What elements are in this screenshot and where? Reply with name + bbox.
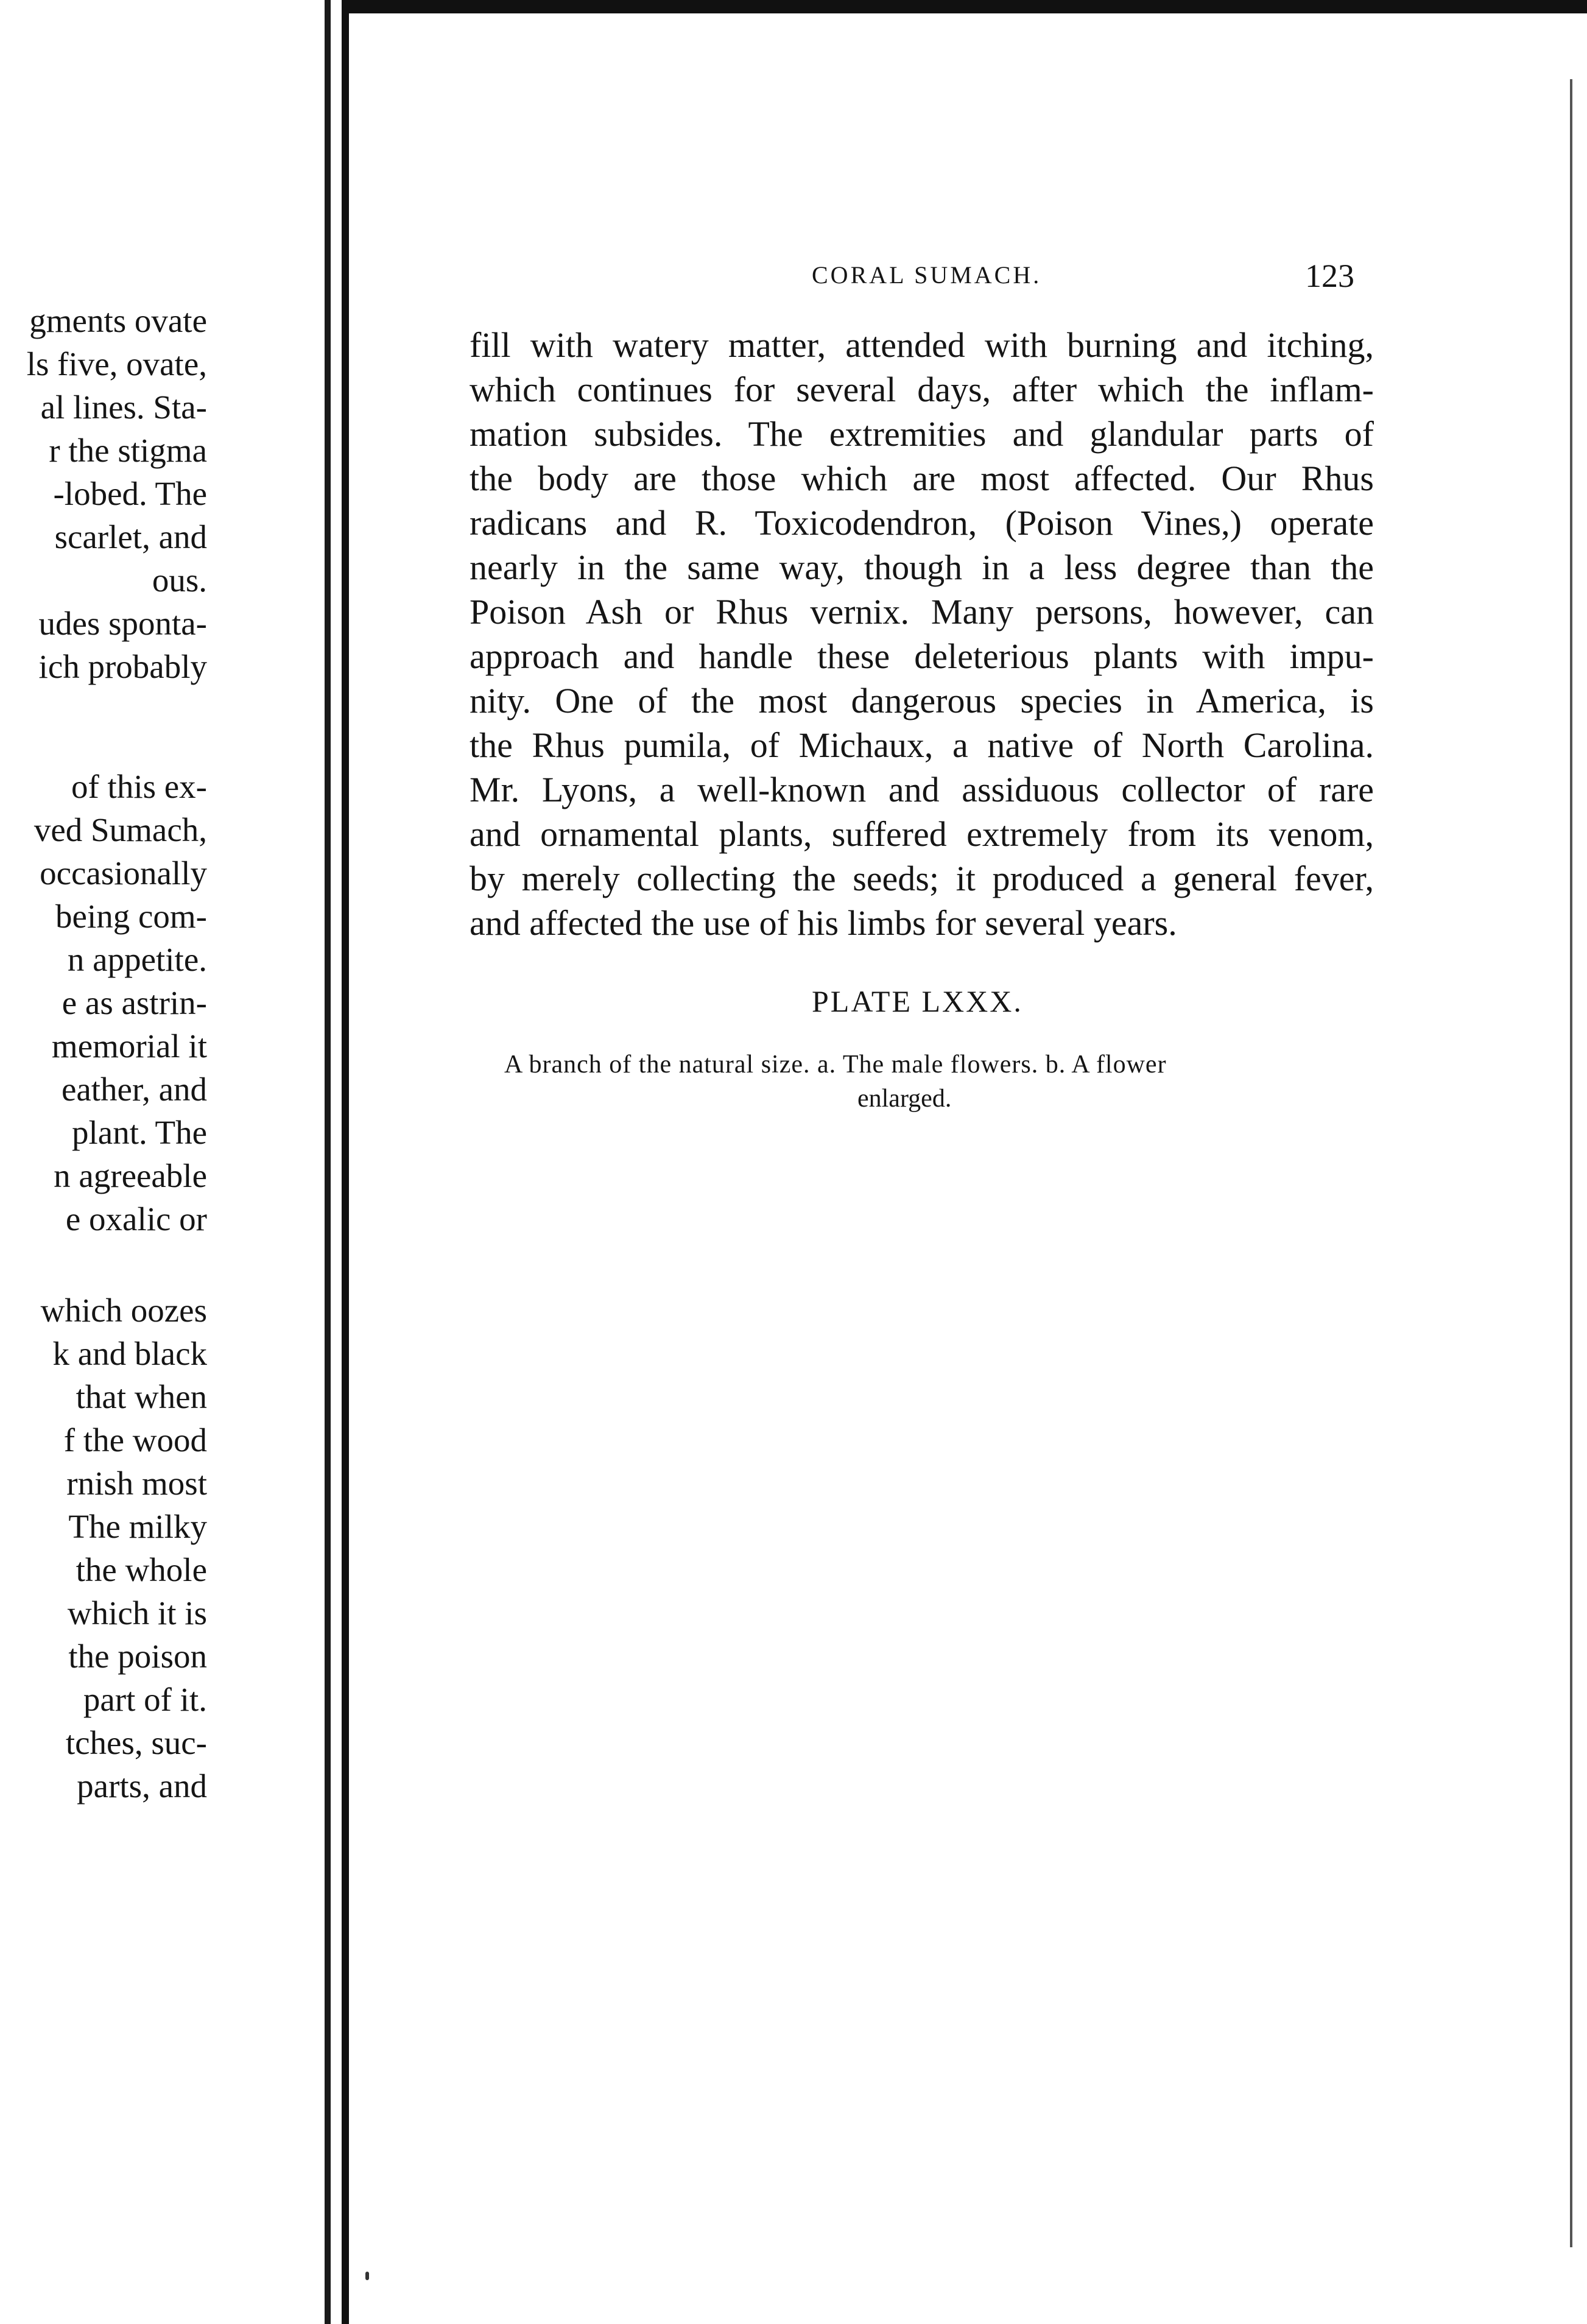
left-page-fragment — [0, 0, 329, 2324]
left-page-line: ved Sumach, — [33, 811, 207, 848]
left-page-line: gments ovate — [29, 302, 207, 339]
left-page-line: of this ex- — [71, 768, 207, 805]
left-page-line: scarlet, and — [54, 518, 207, 555]
body-line: and affected the use of his limbs for several years. — [470, 903, 1177, 943]
left-page-line: e as astrin- — [62, 984, 207, 1021]
gutter-shadow-left — [325, 0, 331, 2324]
left-page-line: that when — [76, 1378, 207, 1415]
left-page-line: parts, and — [77, 1767, 207, 1805]
body-line: mation subsides. The extremities and glandular parts of — [470, 414, 1374, 454]
left-page-line: -lobed. The — [53, 475, 207, 512]
left-page-line: the poison — [68, 1638, 207, 1675]
running-head: CORAL SUMACH. — [812, 261, 1042, 289]
left-page-line: part of it. — [83, 1681, 207, 1718]
body-line: Mr. Lyons, a well-known and assiduous collector of rare — [470, 770, 1374, 809]
body-text — [470, 323, 1374, 945]
plate-caption — [504, 1048, 1326, 1116]
left-page-line: ous. — [152, 562, 207, 599]
body-line: the body are those which are most affected. Our Rhus — [470, 459, 1374, 498]
left-page-line: occasionally — [40, 854, 207, 892]
body-line: Poison Ash or Rhus vernix. Many persons, however, can — [470, 592, 1374, 632]
left-page-line: the whole — [76, 1551, 207, 1588]
caption-line: A branch of the natural size. a. The male flowers. b. A flower — [504, 1051, 1167, 1079]
body-line: fill with watery matter, attended with burning and itching, — [470, 325, 1374, 365]
plate-title: PLATE LXXX. — [812, 984, 1023, 1018]
body-line: and ornamental plants, suffered extremely from its venom, — [470, 814, 1374, 854]
caption-line: enlarged. — [857, 1085, 952, 1113]
left-page-line: n appetite. — [67, 941, 207, 978]
left-page-line: eather, and — [61, 1071, 207, 1108]
left-page-line: plant. The — [72, 1114, 207, 1151]
left-page-line: tches, suc- — [65, 1724, 207, 1761]
top-edge-shadow — [349, 0, 1587, 13]
left-page-line: The milky — [68, 1508, 207, 1545]
left-page-line: k and black — [52, 1335, 207, 1372]
gutter-gap — [331, 0, 342, 2324]
left-page-line: udes sponta- — [38, 605, 207, 642]
body-line: which continues for several days, after which the inflam- — [470, 370, 1374, 409]
left-page-line: rnish most — [66, 1465, 207, 1502]
gutter-shadow-right — [342, 0, 349, 2324]
left-page-line: ich probably — [38, 648, 207, 685]
left-page-line: being com- — [55, 898, 207, 935]
left-page-line: r the stigma — [49, 432, 207, 469]
body-line: nearly in the same way, though in a less degree than the — [470, 548, 1374, 587]
right-page — [349, 0, 1587, 2324]
body-line: radicans and R. Toxicodendron, (Poison Vines,) operate — [470, 503, 1374, 543]
left-page-line: which oozes — [40, 1292, 207, 1329]
left-page-line: which it is — [67, 1594, 207, 1632]
left-page-line: e oxalic or — [65, 1200, 207, 1238]
page-number: 123 — [1305, 258, 1354, 294]
scan-mark — [365, 2272, 369, 2280]
left-page-line: f the wood — [63, 1421, 207, 1459]
left-page-line: al lines. Sta- — [40, 389, 207, 426]
body-line: by merely collecting the seeds; it produced a general fever, — [470, 859, 1374, 898]
body-line: nity. One of the most dangerous species in America, is — [470, 681, 1374, 720]
body-line: approach and handle these deleterious plants with impu- — [470, 636, 1374, 676]
left-page-line: ls five, ovate, — [26, 345, 207, 382]
page-edge-line — [1570, 79, 1572, 2247]
left-page-line: n agreeable — [54, 1157, 207, 1194]
body-line: the Rhus pumila, of Michaux, a native of North Carolina. — [470, 725, 1374, 765]
left-page-line: memorial it — [51, 1027, 207, 1065]
